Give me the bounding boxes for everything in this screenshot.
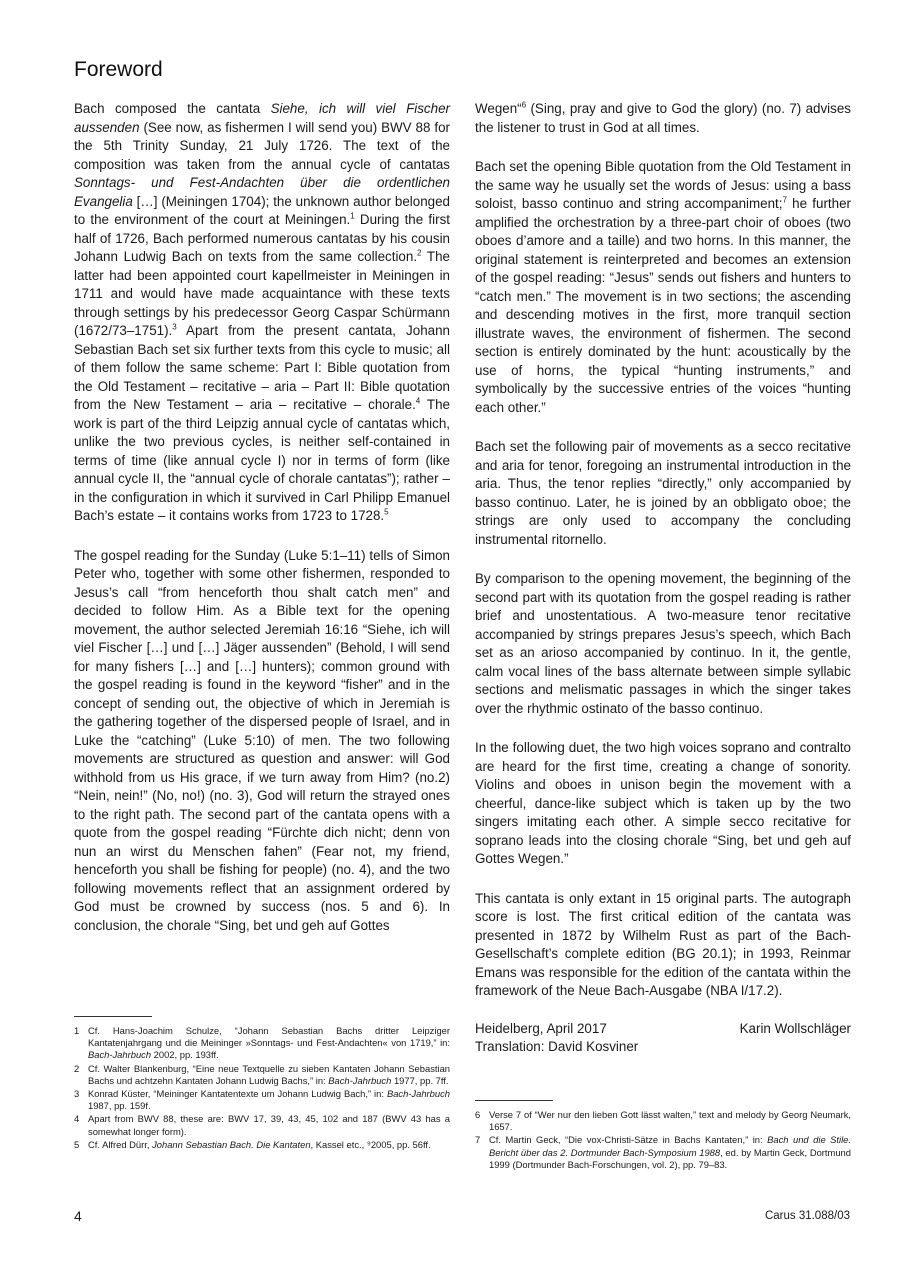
edition-number: Carus 31.088/03 bbox=[764, 1210, 850, 1222]
footnote-ref: 4 bbox=[415, 396, 421, 406]
footnote-ref: 6 bbox=[521, 100, 527, 110]
footnote-number: 1 bbox=[74, 1025, 80, 1036]
paragraph: This cantata is only extant in 15 original parts. The autograph score is lost. The first critical edition of the cantata was presented in 1872 by Wilhelm Rust as part of the Bach-Gesellschaft’s complete edition (BG 20.1); in 1993, Reinmar Emans was responsible for the edition of the cantata within the framework of the Neue Bach-Ausgabe (NBA I/17.2). bbox=[475, 890, 851, 998]
paragraph: In the following duet, the two high voices soprano and contralto are heard for the first time, creating a change of sonority. Violins and oboes in unison begin the movement with a cheerful, dance-like subject which is taken up by the two singers imitating each other. A simple secco recitative for soprano leads into the closing chorale “Sing, bet und geh auf Gottes Wegen.” bbox=[475, 740, 851, 866]
footnote-number: 2 bbox=[74, 1062, 80, 1074]
page-number: 4 bbox=[74, 1208, 82, 1224]
translation-credit: Translation: David Kosviner bbox=[475, 1039, 639, 1054]
paragraph: Wegen“$^6$ (Sing, pray and give to God the glory) (no. 7) advises the listener to trust in God at all times. bbox=[475, 100, 851, 135]
footnote-number: 7 bbox=[475, 1134, 481, 1146]
footnote: 3 Konrad Küster, “Meininger Kantatentexte um Johann Ludwig Bach,” in: Bach-Jahrbuch 1987, pp. 159f. bbox=[74, 1088, 450, 1112]
footnote-divider bbox=[475, 1100, 553, 1101]
footnote-ref: 2 bbox=[417, 248, 422, 258]
footnotes-right bbox=[475, 1100, 851, 1172]
footnote: 2 Cf. Walter Blankenburg, “Eine neue Textquelle zu sieben Kantaten Johann Sebastian Bachs und achtzehn Kantaten Johann Ludwig Bachs,” in: Bach-Jahrbuch 1977, pp. 7ff. bbox=[74, 1062, 450, 1086]
paragraph: Bach set the following pair of movements as a secco recitative and aria for tenor, foregoing an instrumental introduction in the aria. Thus, the tenor replies “directly,” only accompanied by basso continuo. Later, he is joined by an obbligato oboe; the strings are only used to accompany the concluding instrumental ritornello. bbox=[475, 439, 851, 547]
footnote-number: 3 bbox=[74, 1088, 80, 1100]
author-name: Karin Wollschläger bbox=[739, 1020, 851, 1036]
footnote-number: 6 bbox=[475, 1109, 481, 1120]
footnote-ref: 3 bbox=[172, 322, 177, 332]
footnote-ref: 7 bbox=[782, 195, 787, 205]
paragraph: Bach composed the cantata Siehe, ich will viel Fischer aussenden (See now, as fishermen I will send you) BWV 88 for the 5th Trinity Sunday, 21 July 1726. The text of the composition was taken from the annual cycle of cantatas Sonntags- und Fest-Andachten über die ordentlichen Evangelia […] (Meiningen 1704); the unknown author belonged to the environment of the court at Meiningen.$^1$ During the first half of 1726, Bach performed numerous cantatas by his cousin Johann Ludwig Bach on texts from the same collection.$^2$ The latter had been appointed court kapellmeister in Meiningen in 1711 and would have made acquaintance with these texts through settings by his predecessor Georg Caspar Schürmann (1672/73–1751).$^3$ Apart from the present cantata, Johann Sebastian Bach set six further texts from this cycle to music; all of them follow the same scheme: Part I: Bible quotation from the Old Testament – recitative – aria – Part II: Bible quotation from the New Testament – aria – recitative – chorale.$^4$ The work is part of the third Leipzig annual cycle of cantatas which, unlike the two previous cycles, is neither self-contained in terms of time (like annual cycle I) nor in terms of form (like annual cycle II, the “annual cycle of chorale cantatas”); rather – in the configuration in which it survived in Carl Philipp Emanuel Bach’s estate – it contains works from 1723 to 1728.$^5$ bbox=[74, 101, 450, 523]
footnote-number: 4 bbox=[74, 1113, 80, 1125]
footnote: 4 Apart from BWV 88, these are: BWV 17, 39, 43, 45, 102 and 187 (BWV 43 has a somewhat longer form). bbox=[74, 1113, 450, 1137]
footnote-number: 5 bbox=[74, 1138, 80, 1150]
footnote-ref: 1 bbox=[350, 211, 355, 221]
footnote-divider bbox=[74, 1016, 152, 1017]
left-column bbox=[74, 100, 450, 956]
place-date: Heidelberg, April 2017 bbox=[475, 1020, 607, 1036]
signature-block bbox=[475, 1020, 851, 1057]
footnote: 5 Cf. Alfred Dürr, Johann Sebastian Bach. Die Kantaten, Kassel etc., ⁹2005, pp. 56ff. bbox=[74, 1138, 431, 1150]
paragraph: The gospel reading for the Sunday (Luke 5:1–11) tells of Simon Peter who, together with some other fishermen, responded to Jesus’s call “from henceforth thou shalt catch men” and decided to follow Him. As a Bible text for the opening movement, the author selected Jeremiah 16:16 “Siehe, ich will viel Fischer […] und […] Jäger aussenden” (Behold, I will send for many fishers […] and […] hunters); common ground with the gospel reading is found in the keyword “fisher” and in the concept of sending out, the objective of which in Jeremiah is the gathering together of the dispersed people of Israel, and in Luke the “catching” (Luke 5:10) of men. The two following movements are structured as question and answer: will God withhold from us His grace, if we turn away from Him? (no.2) “Nein, nein!” (No, no!) (no. 3), God will return the strayed ones to the right path. The second part of the cantata opens with a quote from the gospel reading “Fürchte dich nicht; denn von nun an wirst du Menschen fahen” (Fear not, my friend, henceforth you shall be fishing for people) (no. 4), and the two following movements reflect that an assignment ordered by God must be crowned by success (nos. 5 and 6). In conclusion, the chorale “Sing, bet und geh auf Gottes bbox=[74, 547, 450, 933]
paragraph: Bach set the opening Bible quotation from the Old Testament in the same way he usually set the words of Jesus: using a bass soloist, basso continuo and string accompaniment;$^7$ he further amplified the orchestration by a three-part choir of oboes (two oboes d’amore and a taille) and two horns. In this manner, the original statement is reinterpreted and becomes an extension of the gospel reading: “Jesus” sends out fishers and hunters to “catch men.” The movement is in two sections; the ascending and descending motives in the first, more tranquil section illustrate waves, the environment of fishermen. The second section is entirely dominated by the hunt: acoustically by the use of horns, the typical “hunting instruments,” and symbolically by the successive entries of the voices “hunting each other.” bbox=[475, 159, 851, 415]
footnote: 6 Verse 7 of “Wer nur den lieben Gott lässt walten,” text and melody by Georg Neumark, 1657. bbox=[475, 1109, 851, 1133]
footnote: 7 Cf. Martin Geck, “Die vox-Christi-Sätze in Bachs Kantaten,” in: Bach und die Stile. Bericht über das 2. Dortmunder Bach-Symposium 1988, ed. by Martin Geck, Dortmund 1999 (Dortmunder Bach-Forschungen, vol. 2), pp. 79–83. bbox=[475, 1134, 851, 1170]
footnotes-left bbox=[74, 1016, 450, 1152]
footnote: 1 Cf. Hans-Joachim Schulze, “Johann Sebastian Bachs dritter Leipziger Kantatenjahrgang und die Meininger »Sonntags- und Fest-Andachten« von 1719,” in: Bach-Jahrbuch 2002, pp. 193ff. bbox=[74, 1025, 450, 1061]
page-title: Foreword bbox=[74, 58, 163, 81]
footnote-ref: 5 bbox=[384, 507, 389, 517]
paragraph: By comparison to the opening movement, the beginning of the second part with its quotation from the gospel reading is rather brief and unostentatious. A two-measure tenor recitative accompanied by strings prepares Jesus’s speech, which Bach set as an arioso accompanied by continuo. In it, the gentle, calm vocal lines of the bass alternate between simple syllabic sections and melismatic passages in which the singer takes over the rhythmic ostinato of the basso continuo. bbox=[475, 571, 851, 716]
right-column bbox=[475, 100, 851, 1057]
